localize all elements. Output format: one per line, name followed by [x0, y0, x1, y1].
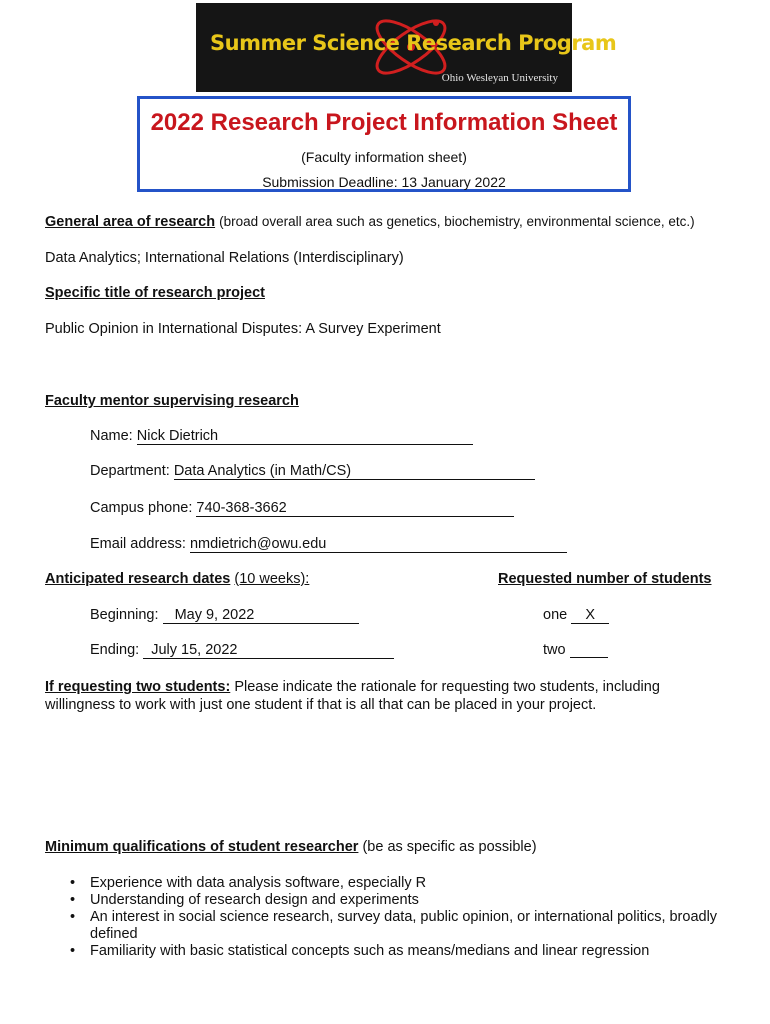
list-item: • An interest in social science research, survey data, public opinion, or international politics, broadly defined	[46, 909, 736, 943]
list-item: • Understanding of research design and experiments	[46, 892, 736, 909]
mentor-department-value: Data Analytics (in Math/CS)	[173, 463, 352, 479]
ending-field[interactable]	[143, 642, 394, 659]
logo-title: Summer Science Research Program	[210, 31, 617, 55]
mentor-name-label: Name:	[90, 428, 133, 444]
mentor-email-field[interactable]	[190, 536, 567, 553]
students-one-field[interactable]	[571, 607, 609, 624]
students-label: Requested number of students	[498, 571, 712, 587]
mentor-phone-field[interactable]	[196, 500, 514, 517]
ending-row	[90, 642, 394, 659]
beginning-label: Beginning:	[90, 607, 159, 623]
general-area-row	[45, 214, 695, 230]
dates-label: Anticipated research dates	[45, 571, 231, 587]
specific-title-value: Public Opinion in International Disputes: A Survey Experiment	[45, 321, 441, 337]
mentor-email-row	[90, 536, 567, 553]
qualifications-hint: (be as specific as possible)	[362, 839, 537, 855]
general-area-hint: (broad overall area such as genetics, biochemistry, environmental science, etc.)	[219, 214, 695, 229]
mentor-phone-row	[90, 500, 514, 517]
mentor-department-row	[90, 463, 535, 480]
logo-subtitle: Ohio Wesleyan University	[441, 72, 558, 84]
students-two-field[interactable]	[570, 642, 608, 658]
title-box	[137, 96, 631, 192]
two-students-label: If requesting two students:	[45, 679, 231, 695]
students-one-value: X	[585, 607, 596, 623]
qualifications-list-wrapper	[46, 875, 736, 960]
two-students-paragraph	[45, 678, 725, 714]
program-logo	[196, 3, 617, 92]
two-students-text: Please indicate the rationale for requesting two students, including willingness to work with just one student if that is all that can be placed in your project.	[45, 679, 660, 713]
general-area-label: General area of research	[45, 214, 216, 230]
list-item: • Familiarity with basic statistical concepts such as means/medians and linear regression	[46, 943, 736, 960]
two-students-answer-area[interactable]	[45, 720, 725, 830]
qualifications-label: Minimum qualifications of student researcher	[45, 839, 359, 855]
list-item: • Experience with data analysis software, especially R	[46, 875, 736, 892]
beginning-value: May 9, 2022	[174, 607, 255, 623]
ending-value: July 15, 2022	[151, 642, 238, 658]
mentor-email-value: nmdietrich@owu.edu	[189, 536, 327, 552]
ending-label: Ending:	[90, 642, 140, 658]
mentor-name-row	[90, 428, 473, 445]
specific-title-label: Specific title of research project	[45, 285, 265, 301]
dates-heading	[45, 571, 309, 587]
mentor-department-label: Department:	[90, 463, 170, 479]
mentor-phone-value: 740-368-3662	[196, 500, 287, 516]
dates-label-suffix: (10 weeks):	[234, 571, 310, 587]
students-one-label: one	[543, 607, 568, 623]
students-two-label: two	[543, 642, 566, 658]
mentor-name-field[interactable]	[137, 428, 473, 445]
beginning-field[interactable]	[163, 607, 359, 624]
qualifications-list	[46, 875, 736, 960]
page-subtitle: (Faculty information sheet)	[301, 149, 467, 165]
mentor-name-value: Nick Dietrich	[136, 428, 219, 444]
mentor-phone-label: Campus phone:	[90, 500, 193, 516]
students-two-row	[543, 642, 608, 658]
students-one-row	[543, 607, 609, 624]
page-title: 2022 Research Project Information Sheet	[150, 109, 618, 136]
mentor-label: Faculty mentor supervising research	[45, 393, 299, 409]
mentor-email-label: Email address:	[90, 536, 186, 552]
mentor-department-field[interactable]	[174, 463, 535, 480]
qualifications-heading	[45, 839, 537, 855]
beginning-row	[90, 607, 359, 624]
general-area-value: Data Analytics; International Relations (Interdisciplinary)	[45, 250, 404, 266]
submission-deadline: Submission Deadline: 13 January 2022	[262, 174, 506, 190]
